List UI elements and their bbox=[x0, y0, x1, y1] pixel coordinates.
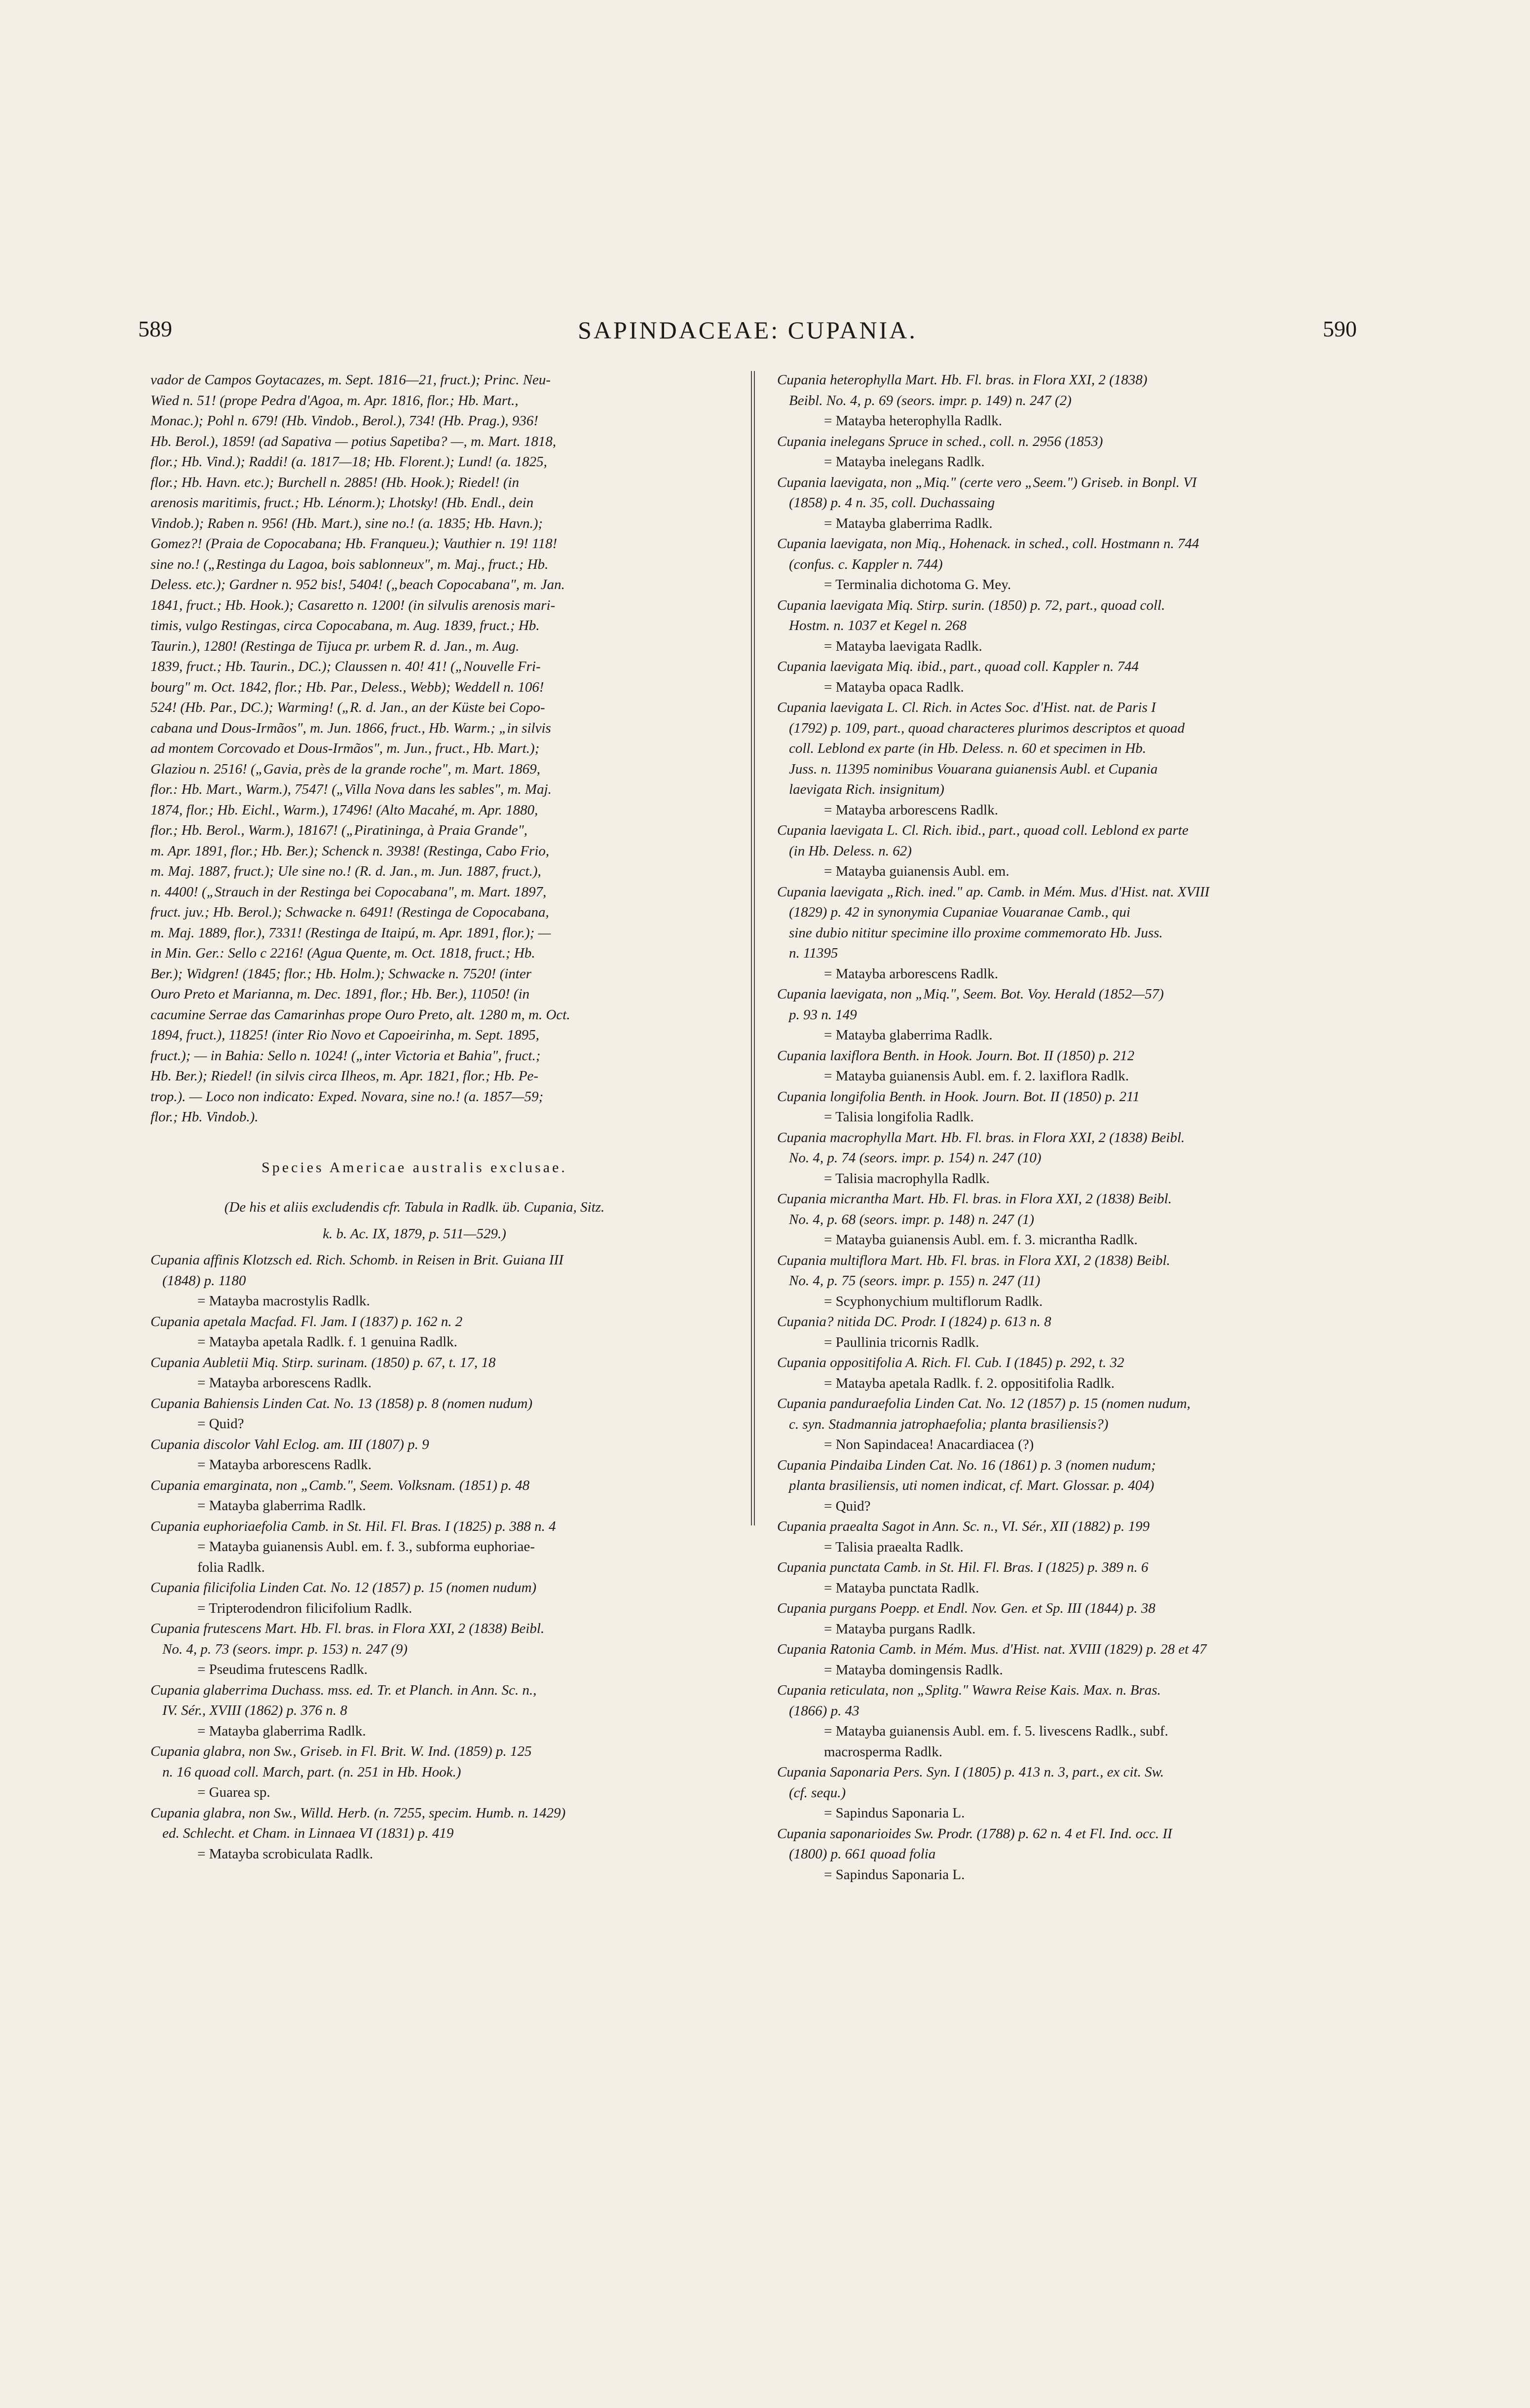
citation-line: in Min. Ger.: Sello c 2216! (Agua Quente, m. Oct. 1818, fruct.; Hb. bbox=[150, 945, 535, 961]
species-citation-line: (in Hb. Deless. n. 62) bbox=[789, 843, 912, 859]
species-citation-line: (1829) p. 42 in synonymia Cupaniae Vouaranae Camb., qui bbox=[789, 904, 1130, 920]
species-citation-line: Juss. n. 11395 nominibus Vouarana guianensis Aubl. et Cupania bbox=[789, 761, 1158, 777]
citation-line: Deless. etc.); Gardner n. 952 bis!, 5404! („beach Copocabana", m. Jan. bbox=[150, 577, 565, 593]
synonym-line: = Matayba arborescens Radlk. bbox=[197, 1457, 372, 1473]
species-entry bbox=[150, 1476, 678, 1517]
species-entry bbox=[150, 1353, 678, 1394]
citation-line: m. Maj. 1887, fruct.); Ule sine no.! (R. d. Jan., m. Jun. 1887, fruct.), bbox=[150, 863, 541, 879]
species-citation-line: IV. Sér., XVIII (1862) p. 376 n. 8 bbox=[162, 1703, 347, 1718]
species-citation-line: Cupania Ratonia Camb. in Mém. Mus. d'Hist. nat. XVIII (1829) p. 28 et 47 bbox=[777, 1641, 1207, 1657]
section-title: Species Americae australis exclusae. bbox=[261, 1159, 567, 1176]
species-citation-line: Cupania apetala Macfad. Fl. Jam. I (1837) p. 162 n. 2 bbox=[150, 1313, 463, 1330]
species-citation-line: Cupania Pindaiba Linden Cat. No. 16 (1861) p. 3 (nomen nudum; bbox=[777, 1457, 1156, 1473]
citation-line: trop.). — Loco non indicato: Exped. Novara, sine no.! (a. 1857—59; bbox=[150, 1088, 544, 1105]
citation-line: flor.; Hb. Vindob.). bbox=[150, 1109, 259, 1125]
citation-line: arenosis maritimis, fruct.; Hb. Lénorm.); Lhotsky! (Hb. Endl., dein bbox=[150, 495, 534, 511]
species-citation-line: ed. Schlecht. et Cham. in Linnaea VI (1831) p. 419 bbox=[162, 1825, 454, 1841]
synonym-line: = Quid? bbox=[197, 1416, 244, 1432]
synonym-line: = Matayba apetala Radlk. f. 2. oppositifolia Radlk. bbox=[824, 1375, 1115, 1391]
synonym-continuation-line: folia Radlk. bbox=[197, 1559, 265, 1575]
species-entry bbox=[777, 1824, 1369, 1886]
species-citation-line: Cupania reticulata, non „Splitg." Wawra Reise Kais. Max. n. Bras. bbox=[777, 1682, 1161, 1698]
species-citation-line: Cupania? nitida DC. Prodr. I (1824) p. 613 n. 8 bbox=[777, 1314, 1051, 1330]
species-entry bbox=[777, 1639, 1369, 1680]
species-citation-line: Cupania saponarioides Sw. Prodr. (1788) p. 62 n. 4 et Fl. Ind. occ. II bbox=[777, 1825, 1172, 1842]
synonym-line: = Talisia praealta Radlk. bbox=[824, 1539, 964, 1555]
excluded-species-list-right bbox=[777, 370, 1369, 1885]
species-citation-line: c. syn. Stadmannia jatrophaefolia; planta brasiliensis?) bbox=[789, 1416, 1109, 1432]
synonym-line: = Matayba heterophylla Radlk. bbox=[824, 413, 1003, 429]
species-citation-line: Cupania laevigata L. Cl. Rich. in Actes Soc. d'Hist. nat. de Paris I bbox=[777, 700, 1156, 715]
species-entry bbox=[150, 1578, 678, 1619]
synonym-line: = Matayba inelegans Radlk. bbox=[824, 454, 985, 470]
species-citation-line: planta brasiliensis, uti nomen indicat, cf. Mart. Glossar. p. 404) bbox=[789, 1478, 1155, 1493]
species-citation-line: (cf. sequ.) bbox=[789, 1784, 846, 1801]
species-citation-line: Cupania laevigata, non „Miq.", Seem. Bot. Voy. Herald (1852—57) bbox=[777, 986, 1164, 1002]
species-citation-line: Cupania multiflora Mart. Hb. Fl. bras. in Flora XXI, 2 (1838) Beibl. bbox=[777, 1252, 1170, 1268]
species-citation-line: Cupania inelegans Spruce in sched., coll. n. 2956 (1853) bbox=[777, 433, 1103, 449]
species-entry bbox=[150, 1741, 678, 1803]
citation-line: fruct.); — in Bahia: Sello n. 1024! („inter Victoria et Bahia", fruct.; bbox=[150, 1047, 541, 1064]
species-citation-line: Cupania laevigata Miq. Stirp. surin. (1850) p. 72, part., quoad coll. bbox=[777, 597, 1165, 613]
synonym-line: = Matayba guianensis Aubl. em. bbox=[824, 863, 1009, 879]
synonym-line: = Sapindus Saponaria L. bbox=[824, 1805, 965, 1821]
species-citation-line: Cupania discolor Vahl Eclog. am. III (1807) p. 9 bbox=[150, 1436, 429, 1452]
species-citation-line: coll. Leblond ex parte (in Hb. Deless. n. 60 et specimen in Hb. bbox=[789, 741, 1147, 756]
citation-line: 1839, fruct.; Hb. Taurin., DC.); Claussen n. 40! 41! („Nouvelle Fri- bbox=[150, 659, 541, 674]
species-entry bbox=[777, 1353, 1369, 1394]
species-citation-line: Cupania emarginata, non „Camb.", Seem. Volksnam. (1851) p. 48 bbox=[150, 1477, 530, 1493]
species-entry bbox=[777, 473, 1369, 534]
species-citation-line: Cupania macrophylla Mart. Hb. Fl. bras. in Flora XXI, 2 (1838) Beibl. bbox=[777, 1129, 1185, 1146]
species-citation-line: Cupania laevigata, non Miq., Hohenack. in sched., coll. Hostmann n. 744 bbox=[777, 536, 1199, 552]
citation-line: 1894, fruct.), 11825! (inter Rio Novo et Capoeirinha, m. Sept. 1895, bbox=[150, 1027, 540, 1043]
species-citation-line: Cupania frutescens Mart. Hb. Fl. bras. in Flora XXI, 2 (1838) Beibl. bbox=[150, 1621, 545, 1636]
citation-line: m. Maj. 1889, flor.), 7331! (Restinga de Itaipú, m. Apr. 1891, flor.); — bbox=[150, 925, 551, 941]
species-entry bbox=[150, 1680, 678, 1742]
species-entry bbox=[777, 1598, 1369, 1639]
species-citation-line: Cupania laevigata „Rich. ined." ap. Camb. in Mém. Mus. d'Hist. nat. XVIII bbox=[777, 884, 1210, 900]
species-citation-line: No. 4, p. 73 (seors. impr. p. 153) n. 247 (9) bbox=[162, 1641, 408, 1657]
synonym-line: = Non Sapindacea! Anacardiacea (?) bbox=[824, 1437, 1034, 1452]
synonym-line: = Pseudima frutescens Radlk. bbox=[197, 1662, 368, 1677]
species-citation-line: Cupania glabra, non Sw., Griseb. in Fl. Brit. W. Ind. (1859) p. 125 bbox=[150, 1743, 532, 1759]
citation-line: m. Apr. 1891, flor.; Hb. Ber.); Schenck n. 3938! (Restinga, Cabo Frio, bbox=[150, 843, 550, 859]
species-entry bbox=[777, 1189, 1369, 1251]
synonym-line: = Matayba punctata Radlk. bbox=[824, 1580, 979, 1596]
page-number-left: 589 bbox=[138, 316, 172, 341]
species-citation-line: n. 11395 bbox=[789, 945, 838, 961]
citation-line: timis, vulgo Restingas, circa Copocabana, m. Aug. 1839, fruct.; Hb. bbox=[150, 618, 540, 633]
species-entry bbox=[777, 1128, 1369, 1189]
species-entry bbox=[777, 1394, 1369, 1455]
species-citation-line: Cupania punctata Camb. in St. Hil. Fl. Bras. I (1825) p. 389 n. 6 bbox=[777, 1559, 1149, 1575]
species-entry bbox=[777, 820, 1369, 882]
species-citation-line: Cupania glaberrima Duchass. mss. ed. Tr. et Planch. in Ann. Sc. n., bbox=[150, 1682, 537, 1698]
synonym-line: = Matayba glaberrima Radlk. bbox=[824, 515, 993, 531]
species-citation-line: Cupania purgans Poepp. et Endl. Nov. Gen. et Sp. III (1844) p. 38 bbox=[777, 1600, 1156, 1616]
synonym-line: = Matayba domingensis Radlk. bbox=[824, 1662, 1003, 1678]
synonym-line: = Talisia longifolia Radlk. bbox=[824, 1109, 974, 1125]
synonym-line: = Matayba guianensis Aubl. em. f. 3. micrantha Radlk. bbox=[824, 1232, 1138, 1248]
running-title: SAPINDACEAE: CUPANIA. bbox=[578, 316, 917, 344]
species-citation-line: Cupania Aubletii Miq. Stirp. surinam. (1850) p. 67, t. 17, 18 bbox=[150, 1354, 496, 1371]
species-citation-line: Cupania laxiflora Benth. in Hook. Journ. Bot. II (1850) p. 212 bbox=[777, 1047, 1135, 1064]
intro-line: k. b. Ac. IX, 1879, p. 511—529.) bbox=[323, 1225, 506, 1242]
species-entry bbox=[777, 1557, 1369, 1598]
species-citation-line: Cupania longifolia Benth. in Hook. Journ. Bot. II (1850) p. 211 bbox=[777, 1088, 1140, 1105]
synonym-line: = Matayba opaca Radlk. bbox=[824, 679, 964, 695]
synonym-line: = Matayba scrobiculata Radlk. bbox=[197, 1846, 373, 1862]
citation-line: 1874, flor.; Hb. Eichl., Warm.), 17496! (Alto Macahé, m. Apr. 1880, bbox=[150, 802, 538, 818]
species-citation-line: Cupania Saponaria Pers. Syn. I (1805) p. 413 n. 3, part., ex cit. Sw. bbox=[777, 1764, 1164, 1780]
synonym-line: = Matayba macrostylis Radlk. bbox=[197, 1293, 370, 1309]
synonym-line: = Terminalia dichotoma G. Mey. bbox=[824, 577, 1011, 593]
synonym-line: = Matayba arborescens Radlk. bbox=[824, 802, 998, 818]
synonym-line: = Matayba apetala Radlk. f. 1 genuina Radlk. bbox=[197, 1334, 457, 1350]
citation-line: ad montem Corcovado et Dous-Irmãos", m. Jun., fruct., Hb. Mart.); bbox=[150, 741, 540, 756]
citation-line: cabana und Dous-Irmãos", m. Jun. 1866, fruct., Hb. Warm.; „in silvis bbox=[150, 720, 551, 736]
species-entry bbox=[777, 1251, 1369, 1312]
species-entry bbox=[150, 1312, 678, 1353]
citation-line: Ouro Preto et Marianna, m. Dec. 1891, flor.; Hb. Ber.), 11050! (in bbox=[150, 986, 530, 1002]
synonym-line: = Matayba glaberrima Radlk. bbox=[197, 1498, 366, 1514]
species-citation-line: (1866) p. 43 bbox=[789, 1703, 859, 1719]
species-citation-line: Hostm. n. 1037 et Kegel n. 268 bbox=[789, 618, 967, 633]
species-citation-line: No. 4, p. 75 (seors. impr. p. 155) n. 247 (11) bbox=[789, 1273, 1041, 1289]
synonym-line: = Matayba guianensis Aubl. em. f. 3., subforma euphoriae- bbox=[197, 1539, 535, 1555]
species-entry bbox=[777, 1517, 1369, 1557]
species-entry bbox=[150, 1803, 678, 1865]
species-entry bbox=[777, 657, 1369, 698]
left-column bbox=[150, 370, 678, 1864]
synonym-line: = Matayba glaberrima Radlk. bbox=[824, 1027, 993, 1043]
citation-line: vador de Campos Goytacazes, m. Sept. 1816—21, fruct.); Princ. Neu- bbox=[150, 372, 551, 388]
species-entry bbox=[150, 1435, 678, 1476]
citation-line: cacumine Serrae das Camarinhas prope Ouro Preto, alt. 1280 m, m. Oct. bbox=[150, 1006, 570, 1023]
species-citation-line: No. 4, p. 74 (seors. impr. p. 154) n. 247 (10) bbox=[789, 1150, 1042, 1166]
citation-line: flor.; Hb. Vind.); Raddi! (a. 1817—18; Hb. Florent.); Lund! (a. 1825, bbox=[150, 454, 547, 470]
species-entry bbox=[777, 370, 1369, 432]
citation-line: sine no.! („Restinga du Lagoa, bois sablonneux", m. Maj., fruct.; Hb. bbox=[150, 556, 549, 572]
synonym-line: = Matayba laevigata Radlk. bbox=[824, 638, 982, 654]
citation-line: Gomez?! (Praia de Copocabana; Hb. Franqueu.); Vauthier n. 19! 118! bbox=[150, 536, 558, 552]
species-citation-line: (1848) p. 1180 bbox=[162, 1272, 246, 1289]
species-citation-line: Cupania laevigata Miq. ibid., part., quoad coll. Kappler n. 744 bbox=[777, 659, 1139, 674]
citation-line: flor.; Hb. Havn. etc.); Burchell n. 2885! (Hb. Hook.); Riedel! (in bbox=[150, 474, 520, 490]
citation-line: flor.: Hb. Mart., Warm.), 7547! („Villa Nova dans les sables", m. Maj. bbox=[150, 781, 552, 797]
right-column bbox=[777, 370, 1369, 1885]
species-citation-line: Cupania micrantha Mart. Hb. Fl. bras. in Flora XXI, 2 (1838) Beibl. bbox=[777, 1191, 1172, 1207]
synonym-line: = Tripterodendron filicifolium Radlk. bbox=[197, 1600, 412, 1616]
species-citation-line: (confus. c. Kappler n. 744) bbox=[789, 556, 943, 572]
species-citation-line: Cupania laevigata L. Cl. Rich. ibid., part., quoad coll. Leblond ex parte bbox=[777, 822, 1189, 838]
citation-line: Glaziou n. 2516! („Gavia, près de la grande roche", m. Mart. 1869, bbox=[150, 761, 541, 777]
species-entry bbox=[777, 1455, 1369, 1517]
species-citation-line: p. 93 n. 149 bbox=[789, 1006, 857, 1023]
species-citation-line: Cupania praealta Sagot in Ann. Sc. n., VI. Sér., XII (1882) p. 199 bbox=[777, 1519, 1150, 1534]
species-entry bbox=[150, 1517, 678, 1578]
species-entry bbox=[777, 1680, 1369, 1762]
excluded-species-list-left bbox=[150, 1250, 678, 1864]
citation-line: 524! (Hb. Par., DC.); Warming! („R. d. Jan., an der Küste bei Copo- bbox=[150, 700, 545, 715]
citation-line: Vindob.); Raben n. 956! (Hb. Mart.), sine no.! (a. 1835; Hb. Havn.); bbox=[150, 515, 543, 531]
species-entry bbox=[777, 595, 1369, 657]
species-citation-line: Cupania panduraefolia Linden Cat. No. 12 (1857) p. 15 (nomen nudum, bbox=[777, 1396, 1191, 1411]
species-citation-line: Cupania Bahiensis Linden Cat. No. 13 (1858) p. 8 (nomen nudum) bbox=[150, 1395, 533, 1411]
species-entry bbox=[777, 534, 1369, 595]
synonym-line: = Matayba guianensis Aubl. em. f. 5. livescens Radlk., subf. bbox=[824, 1723, 1168, 1739]
synonym-line: = Matayba purgans Radlk. bbox=[824, 1621, 976, 1637]
species-entry bbox=[150, 1619, 678, 1680]
synonym-line: = Talisia macrophylla Radlk. bbox=[824, 1170, 990, 1186]
page-header bbox=[138, 316, 1357, 350]
species-citation-line: n. 16 quoad coll. March, part. (n. 251 in Hb. Hook.) bbox=[162, 1764, 461, 1780]
intro-line: (De his et aliis excludendis cfr. Tabula in Radlk. üb. Cupania, Sitz. bbox=[224, 1199, 605, 1215]
citation-line: Ber.); Widgren! (1845; flor.; Hb. Holm.); Schwacke n. 7520! (inter bbox=[150, 965, 532, 982]
species-entry bbox=[777, 1762, 1369, 1824]
species-citation-line: laevigata Rich. insignitum) bbox=[789, 781, 944, 797]
synonym-line: = Sapindus Saponaria L. bbox=[824, 1866, 965, 1883]
citation-line: Hb. Ber.); Riedel! (in silvis circa Ilheos, m. Apr. 1821, flor.; Hb. Pe- bbox=[150, 1068, 539, 1084]
species-citation-line: No. 4, p. 68 (seors. impr. p. 148) n. 247 (1) bbox=[789, 1211, 1035, 1227]
species-citation-line: (1858) p. 4 n. 35, coll. Duchassaing bbox=[789, 495, 995, 511]
page-number-right: 590 bbox=[1323, 316, 1357, 341]
species-entry bbox=[777, 698, 1369, 820]
specimen-citations bbox=[150, 370, 678, 1128]
synonym-line: = Matayba arborescens Radlk. bbox=[197, 1375, 372, 1391]
citation-line: Taurin.), 1280! (Restinga de Tijuca pr. urbem R. d. Jan., m. Aug. bbox=[150, 638, 520, 654]
species-entry bbox=[777, 882, 1369, 985]
synonym-line: = Matayba guianensis Aubl. em. f. 2. laxiflora Radlk. bbox=[824, 1068, 1129, 1084]
species-citation-line: Cupania euphoriaefolia Camb. in St. Hil. Fl. Bras. I (1825) p. 388 n. 4 bbox=[150, 1518, 556, 1534]
citation-line: bourg" m. Oct. 1842, flor.; Hb. Par., Deless., Webb); Weddell n. 106! bbox=[150, 679, 544, 695]
species-citation-line: (1792) p. 109, part., quoad characteres plurimos descriptos et quoad bbox=[789, 720, 1185, 736]
species-citation-line: Cupania filicifolia Linden Cat. No. 12 (1857) p. 15 (nomen nudum) bbox=[150, 1580, 537, 1595]
synonym-line: = Matayba arborescens Radlk. bbox=[824, 965, 998, 982]
citation-line: fruct. juv.; Hb. Berol.); Schwacke n. 6491! (Restinga de Copocabana, bbox=[150, 904, 549, 920]
species-entry bbox=[150, 1250, 678, 1312]
citation-line: 1841, fruct.; Hb. Hook.); Casaretto n. 1200! (in silvulis arenosis mari- bbox=[150, 597, 556, 613]
species-entry bbox=[777, 1087, 1369, 1128]
species-entry bbox=[777, 984, 1369, 1046]
species-citation-line: Cupania oppositifolia A. Rich. Fl. Cub. I (1845) p. 292, t. 32 bbox=[777, 1355, 1124, 1371]
synonym-line: = Matayba glaberrima Radlk. bbox=[197, 1723, 366, 1739]
species-citation-line: sine dubio nititur specimine illo proxime commemorato Hb. Juss. bbox=[789, 925, 1163, 941]
species-citation-line: Cupania heterophylla Mart. Hb. Fl. bras. in Flora XXI, 2 (1838) bbox=[777, 372, 1148, 388]
citation-line: flor.; Hb. Berol., Warm.), 18167! („Piratininga, à Praia Grande", bbox=[150, 822, 528, 838]
species-citation-line: Cupania glabra, non Sw., Willd. Herb. (n. 7255, specim. Humb. n. 1429) bbox=[150, 1805, 566, 1821]
synonym-line: = Quid? bbox=[824, 1498, 871, 1514]
citation-line: Wied n. 51! (prope Pedra d'Agoa, m. Apr. 1816, flor.; Hb. Mart., bbox=[150, 392, 519, 408]
species-entry bbox=[777, 1312, 1369, 1353]
species-citation-line: (1800) p. 661 quoad folia bbox=[789, 1846, 936, 1862]
citation-line: n. 4400! („Strauch in der Restinga bei Copocabana", m. Mart. 1897, bbox=[150, 884, 547, 900]
synonym-line: = Guarea sp. bbox=[197, 1784, 270, 1800]
column-divider bbox=[751, 371, 755, 1525]
synonym-line: = Paullinia tricornis Radlk. bbox=[824, 1334, 979, 1350]
section-intro bbox=[150, 1197, 678, 1244]
citation-line: Monac.); Pohl n. 679! (Hb. Vindob., Berol.), 734! (Hb. Prag.), 936! bbox=[150, 413, 539, 429]
species-citation-line: Cupania laevigata, non „Miq." (certe vero „Seem.") Griseb. in Bonpl. VI bbox=[777, 474, 1197, 490]
species-citation-line: Beibl. No. 4, p. 69 (seors. impr. p. 149) n. 247 (2) bbox=[789, 392, 1072, 408]
synonym-continuation-line: macrosperma Radlk. bbox=[824, 1743, 942, 1760]
species-entry bbox=[150, 1394, 678, 1435]
species-entry bbox=[777, 1046, 1369, 1087]
species-entry bbox=[777, 432, 1369, 473]
species-citation-line: Cupania affinis Klotzsch ed. Rich. Schomb. in Reisen in Brit. Guiana III bbox=[150, 1252, 563, 1268]
synonym-line: = Scyphonychium multiflorum Radlk. bbox=[824, 1293, 1043, 1309]
citation-line: Hb. Berol.), 1859! (ad Sapativa — potius Sapetiba? —, m. Mart. 1818, bbox=[150, 433, 557, 449]
